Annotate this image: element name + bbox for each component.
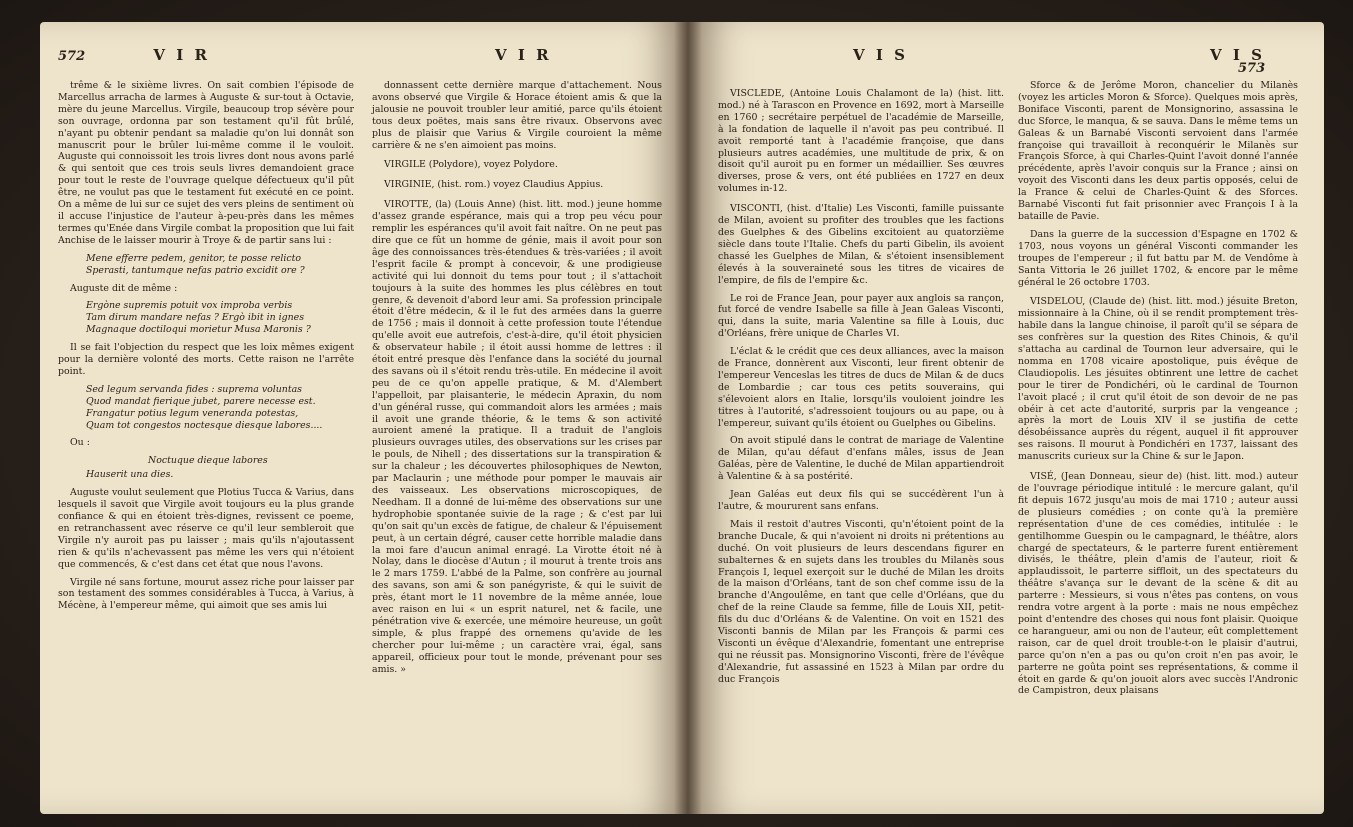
paragraph: Auguste voulut seulement que Plotius Tucca & Varius, dans lesquels il savoit que Virgile avoit toujours eu la plus grande confiance & qui en étoient très-dignes, revissent ce poeme, en retranchassent avec réserve ce qu'il leur sembleroit que Virgile n'y auroit pas pu laisser ; mais qu'ils n'ajoutassent rien & qu'ils n'achevassent pas même les vers qui n'étoient que commencés, & c'est dans cet état que nous l'avons. xyxy=(58,487,354,570)
verse-line: Ergòne supremis potuit vox improba verbis xyxy=(86,300,293,312)
right-running-head: V I S xyxy=(1210,46,1265,64)
entry-vise: VISÉ, (Jean Donneau, sieur de) (hist. litt. mod.) auteur de l'ouvrage périodique intitulé : le mercure galant, qu'il fit depuis 1672 jusqu'au mois de mai 1710 ; auteur aussi de plusieurs comédies ; on conte qu'à la première représentation d'une de ces comédies, intitulée : le gentilhomme Guespin ou le campagnard, le théâtre, alors chargé de spectateurs, & le parterre furent entièrement divisés, le théâtre, plein d'amis de l'auteur, rioit & applaudissoit, le parterre siffloit, un des spectateurs du théâtre s'avança sur le devant de la scène & dit au parterre : Messieurs, si vous n'êtes pas contens, on vous rendra votre argent à la porte : mais ne nous empêchez point d'entendre des choses qui nous font plaisir. Quoique ce harangueur, ami ou non de l'auteur, eût complettement raison, car de quel droit trouble-t-on le plaisir d'autrui, parce qu'on n'en a pas ou qu'on croit n'en pas avoir, le parterre ne goûta point ses représentations, & comme il étoit en garde & qu'on jouoit alors avec succès l'Andronic de Campistron, deux plaisans xyxy=(1018,471,1298,697)
paragraph: Jean Galéas eut deux fils qui se succédèrent l'un à l'autre, & moururent sans enfans. xyxy=(718,489,1004,512)
verse-line: Mene efferre pedem, genitor, te posse relicto xyxy=(86,252,302,264)
latin-verse xyxy=(58,455,354,467)
verse-line: Noctuque dieque labores xyxy=(148,455,268,467)
entry-virotte: VIROTTE, (la) (Louis Anne) (hist. litt. mod.) jeune homme d'assez grande espérance, mais qui a trop peu vécu pour remplir les espérances qu'il avoit fait naître. On ne peut pas dire que ce fût un homme de génie, mais il avoit pour son âge des connoissances très-étendues & très-variées ; il avoit l'esprit facile & prompt à concevoir, & une prodigieuse activité qui lui donnoit du tems pour tout ; il s'attachoit toujours à la suite des hommes les plus célèbres en tout genre, & devenoit d'abord leur ami. Sa profession principale étoit d'être médecin, & il le fut des armées dans la guerre de 1756 ; mais il donnoit à cette profession toute l'étendue qu'elle avoit eue autrefois, c'est-à-dire, qu'il étoit physicien & observateur habile ; il étoit aussi homme de lettres : il étoit entré presque dès l'enfance dans la société du journal des savans où il s'étoit rendu très-utile. En médecine il avoit peu de ce qu'on appelle pratique, & M. d'Alembert l'appelloit, par plaisanterie, le médecin Apraxin, du nom d'un général russe, qui commandoit alors les armées ; mais il avoit une grande théorie, & le tems & son activité auroient amené la pratique. Il a traduit de l'anglois plusieurs ouvrages utiles, des observations sur les crises par le pouls, de Nihell ; des dissertations sur la transpiration & sur la chaleur ; les découvertes philosophiques de Newton, par Maclaurin ; une méthode pour pomper le mauvais air des vaisseaux. Les observations microscopiques, de Needham. Il a donné de lui-même des observations sur une hydrophobie spontanée suivie de la rage ; & c'est par lui qu'on sait qu'un excès de fatigue, de chaleur & l'épuisement peut, à un certain dégré, causer cette horrible maladie dans la moi fare d'aucun animal enragé. La Virotte étoit né à Nolay, dans le diocèse d'Autun ; il mourut à trente trois ans le 2 mars 1759. L'abbé de la Palme, son confrère au journal des savans, son ami & son panégyriste, & qui le suivit de près, étant mort le 11 novembre de la même année, loue avec raison en lui « un esprit naturel, net & facile, une pénétration vive & exercée, une mémoire heureuse, un goût simple, & plus frappé des ornemens qu'avide de les chercher pour lui-même ; un caractère vrai, égal, sans appareil, officieux pour tout le monde, prévenant pour ses amis. » xyxy=(372,199,662,675)
book-gutter xyxy=(674,22,702,814)
left-column-2 xyxy=(372,80,662,682)
paragraph: donnassent cette dernière marque d'attachement. Nous avons observé que Virgile & Horace étoient amis & que la jalousie ne pouvoit troubler leur amitié, parce qu'ils étoient tous deux poëtes, mais sans être rivaux. Observons avec plus de plaisir que Varius & Virgile couroient la même carrière & ne s'en aimoient pas moins. xyxy=(372,80,662,151)
paragraph: On avoit stipulé dans le contrat de mariage de Valentine de Milan, qu'au défaut d'enfans mâles, issus de Jean Galéas, père de Valentine, le duché de Milan appartiendroit à Valentine & à sa postérité. xyxy=(718,435,1004,483)
paragraph: Ou : xyxy=(70,437,90,449)
entry-visclede: VISCLEDE, (Antoine Louis Chalamont de la) (hist. litt. mod.) né à Tarascon en Provence en 1692, mort à Marseille en 1760 ; secrétaire perpétuel de l'académie de Marseille, à la fondation de laquelle il n'avoit pas peu contribué. Il avoit remporté tant à l'académie françoise, que dans plusieurs autres académies, une multitude de prix, & on disoit qu'il auroit pu en former un médaillier. Ses œuvres diverses, prose & vers, ont été publiées en 1727 en deux volumes in-12. xyxy=(718,88,1004,195)
left-page-header xyxy=(58,46,210,64)
verse-line: Sperasti, tantumque nefas patrio excidit ore ? xyxy=(86,264,305,276)
paragraph: Dans la guerre de la succession d'Espagne en 1702 & 1703, nous voyons un général Visconti commander les troupes de l'empereur ; il fut battu par M. de Vendôme à Santa Vittoria le 26 juillet 1702, & encore par le même général le 26 octobre 1703. xyxy=(1018,228,1298,288)
right-page-header xyxy=(1210,46,1324,76)
latin-verse xyxy=(58,469,354,481)
paragraph: Le roi de France Jean, pour payer aux anglois sa rançon, fut forcé de vendre Isabelle sa fille à Jean Galeas Visconti, qui, dans la suite, maria Valentine sa fille à Louis, duc d'Orléans, frère unique de Charles VI. xyxy=(718,292,1004,340)
left-page-number: 572 xyxy=(58,49,86,64)
verse-line: Quam tot congestos noctesque diesque labores.... xyxy=(86,419,323,431)
right-page xyxy=(688,22,1324,814)
verse-line: Tam dirum mandare nefas ? Ergò ibit in ignes xyxy=(86,312,305,324)
paragraph: Sforce & de Jerôme Moron, chancelier du Milanès (voyez les articles Moron & Sforce). Quelques mois après, Boniface Visconti, parent de Monsignorino, assassina le duc Sforce, le manqua, & se sauva. Dans le même tems un Galeas & un Barnabé Visconti servoient dans l'armée françoise qui travailloit à reconquérir le Milanès sur François Sforce, à qui Charles-Quint l'avoit donné l'année précédente, après l'avoir conquis sur la France ; ainsi on voyoit des Visconti dans les deux partis opposés, celui de la France & celui de Charles-Quint & des Sforces. Barnabé Visconti fut fait prisonnier avec François I à la bataille de Pavie. xyxy=(1018,80,1298,222)
left-running-head: V I R xyxy=(153,46,210,64)
paragraph: Virgile né sans fortune, mourut assez riche pour laisser par son testament des sommes considérables à Tucca, à Varius, à Mécène, à l'empereur même, qui aimoit que ses amis lui xyxy=(58,576,354,612)
paragraph: trême & le sixième livres. On sait combien l'épisode de Marcellus arracha de larmes à Auguste & sur-tout à Octavie, mère du jeune Marcellus. Virgile, beaucoup trop sévère pour son ouvrage, ordonna par son testament qu'il fût brûlé, n'ayant pu obtenir pendant sa maladie qu'on lui donnât son manuscrit pour le brûler lui-même comme il le vouloit. Auguste qui connoissoit les trois livres dont nous avons parlé & qui sentoit que ces trois seuls livres demandoient grace pour tout le reste de l'ouvrage quelque défectueux qu'il pût être, ne voulut pas que le testament fut exécuté en ce point. On a même de lui sur ce sujet des vers pleins de sentiment où il accuse l'injustice de l'auteur à-peu-près dans les mêmes termes qu'Enée dans Virgile combat la proposition que lui fait Anchise de le laisser mourir à Troye & de partir sans lui : xyxy=(58,80,354,246)
left-running-head-center: V I R xyxy=(495,46,552,64)
paragraph: L'éclat & le crédit que ces deux alliances, avec la maison de France, donnèrent aux Visconti, leur firent obtenir de l'empereur Venceslas les titres de ducs de Milan & de ducs de Lombardie ; car tous ces petits souverains, qui s'élevoient alors en Italie, lorsqu'ils vouloient joindre les titres à l'autorité, s'adressoient toujours ou au pape, ou à l'empereur, suivant qu'ils étoient ou Guelphes ou Gibelins. xyxy=(718,346,1004,429)
latin-verse xyxy=(58,253,354,277)
latin-verse xyxy=(58,384,354,432)
entry-visconti: VISCONTI, (hist. d'Italie) Les Visconti, famille puissante de Milan, avoient su profiter des troubles que les factions des Guelphes & des Gibelins excitoient au quatorzième siècle dans toute l'Italie. Chefs du parti Gibelin, ils avoient chassé les Guelphes de Milan, & s'étoient insensiblement élevés à la souveraineté sous les titres de vicaires de l'empire, de fils de l'empire &c. xyxy=(718,203,1004,286)
paragraph: Auguste dit de même : xyxy=(70,282,178,294)
right-column-1 xyxy=(718,80,1004,692)
right-running-head-center: V I S xyxy=(853,46,908,64)
right-page-number: 573 xyxy=(1238,60,1266,76)
left-column-1 xyxy=(58,80,354,618)
verse-line: Magnaque doctiloqui morietur Musa Maronis ? xyxy=(86,324,311,336)
verse-line: Hauserit una dies. xyxy=(86,469,174,481)
left-page xyxy=(40,22,688,814)
paragraph: Mais il restoit d'autres Visconti, qu'n'étoient point de la branche Ducale, & qui n'avoient ni droits ni prétentions au duché. On voit plusieurs de leurs descendans figurer en subalternes & en sujets dans les troubles du Milanès sous François I, lequel exerçoit sur le duché de Milan les droits de la maison d'Orléans, tant de son chef comme issu de la branche d'Angoulême, en tant que celle d'Orléans, que du chef de la reine Claude sa femme, fille de Louis XII, petit-fils du duc d'Orléans & de Valentine. On voit en 1521 des Visconti bannis de Milan par les François & parmi ces Visconti un évêque d'Alexandrie, fomentant une entreprise qui ne réussit pas. Monsignorino Visconti, frère de l'évêque d'Alexandrie, fut assassiné en 1523 à Milan par ordre du duc François xyxy=(718,518,1004,685)
paragraph: Il se fait l'objection du respect que les loix mêmes exigent pour la dernière volonté des morts. Cette raison ne l'arrête point. xyxy=(58,342,354,377)
latin-verse xyxy=(58,300,354,336)
entry-visdelou: VISDELOU, (Claude de) (hist. litt. mod.) jésuite Breton, missionnaire à la Chine, où il se rendit promptement très-habile dans la langue chinoise, il paroît qu'il se sépara de ses confrères sur la question des Rites Chinois, & qu'il s'attacha au cardinal de Tournon leur adversaire, qui le nomma en 1708 vicaire apostolique, puis évêque de Claudiopolis. Les jésuites obtinrent une lettre de cachet pour le tirer de Pondichéri, où le cardinal de Tournon l'avoit placé ; il crut qu'il étoit de son devoir de ne pas obéir à cet acte d'autorité, surpris par la vengeance ; après la mort de Louis XIV il se justifia de cette désobéissance auprès du régent, auquel il fit approuver ses raisons. Il mourut à Pondichéri en 1737, laissant des manuscrits curieux sur la Chine & sur le Japon. xyxy=(1018,296,1298,463)
verse-line: Quod mandat fierique jubet, parere necesse est. xyxy=(86,395,316,407)
right-column-2 xyxy=(1018,80,1298,703)
entry-virginie: VIRGINIE, (hist. rom.) voyez Claudius Appius. xyxy=(384,179,604,191)
entry-virgile: VIRGILE (Polydore), voyez Polydore. xyxy=(384,159,558,171)
verse-line: Frangatur potius legum veneranda potestas, xyxy=(86,407,299,419)
verse-line: Sed legum servanda fides : suprema voluntas xyxy=(86,383,302,395)
